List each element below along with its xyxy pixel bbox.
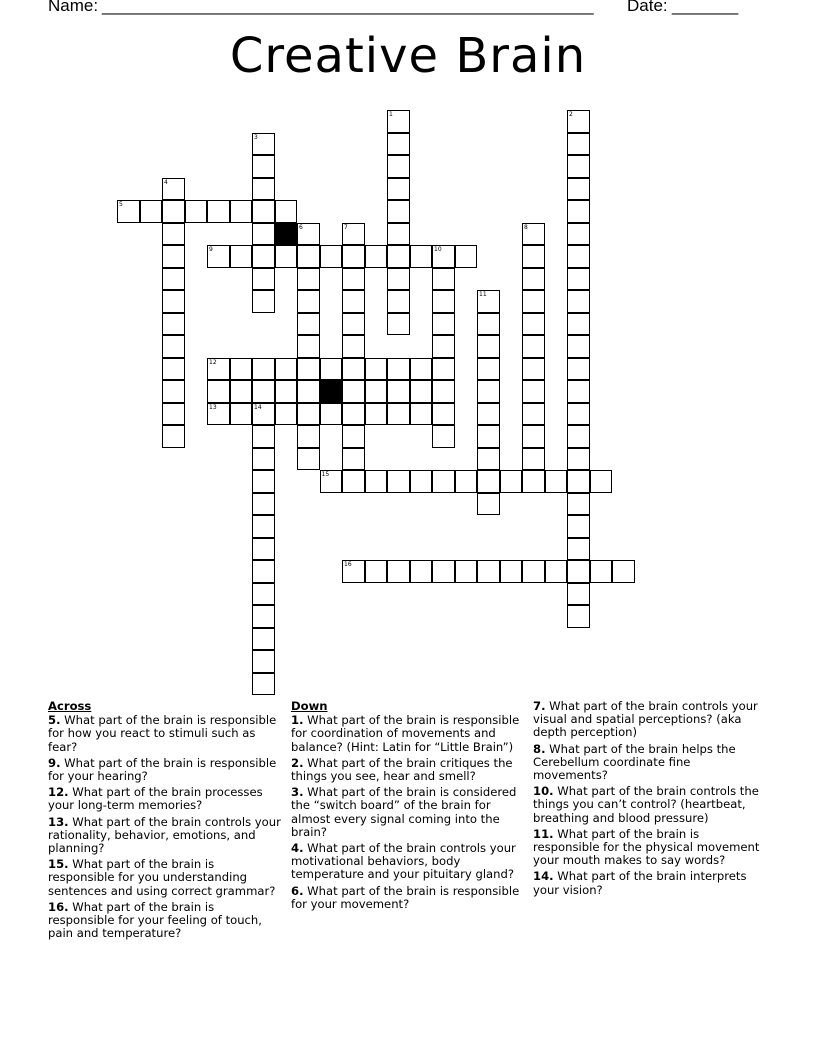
crossword-cell[interactable]	[162, 403, 185, 426]
crossword-cell[interactable]	[252, 448, 275, 471]
clue-number: 4	[164, 178, 168, 186]
clue-num: 14.	[533, 869, 554, 884]
crossword-cell[interactable]	[207, 358, 230, 381]
crossword-cell[interactable]	[387, 290, 410, 313]
date-label: Date:	[627, 0, 668, 15]
crossword-cell[interactable]	[567, 380, 590, 403]
clue-num: 1.	[291, 713, 304, 728]
clue-text: What part of the brain controls your motivational behaviors, body temperature and your pituitary gland?	[291, 841, 516, 882]
clue-number: 2	[569, 111, 573, 118]
crossword-cell[interactable]	[320, 245, 343, 268]
crossword-cell[interactable]	[522, 380, 545, 403]
crossword-cell[interactable]	[567, 560, 590, 583]
crossword-cell[interactable]	[522, 448, 545, 471]
crossword-cell[interactable]	[252, 605, 275, 628]
crossword-cell[interactable]	[252, 425, 275, 448]
crossword-cell[interactable]	[365, 560, 388, 583]
across-clues	[48, 700, 284, 943]
crossword-cell[interactable]	[432, 403, 455, 426]
down-list	[291, 714, 527, 911]
clue-text: What part of the brain critiques the things you see, hear and smell?	[291, 755, 513, 784]
crossword-cell[interactable]	[567, 538, 590, 561]
crossword-cell[interactable]	[432, 268, 455, 291]
clue-num: 10.	[533, 784, 554, 799]
crossword-cell[interactable]	[252, 515, 275, 538]
crossword-cell[interactable]	[477, 290, 500, 313]
clue-text: What part of the brain is considered the “switch board” of the brain for almost every signal coming into the brain?	[291, 785, 517, 839]
crossword-cell[interactable]	[342, 358, 365, 381]
crossword-cell[interactable]	[230, 358, 253, 381]
crossword-cell[interactable]	[387, 178, 410, 201]
crossword-cell[interactable]	[365, 380, 388, 403]
crossword-cell[interactable]	[162, 335, 185, 358]
crossword-cell[interactable]	[320, 358, 343, 381]
crossword-cell[interactable]	[567, 268, 590, 291]
down-clues	[291, 700, 527, 914]
clue-text: What part of the brain processes your long-term memories?	[48, 785, 263, 813]
crossword-cell[interactable]	[342, 560, 365, 583]
down-clue	[533, 785, 769, 825]
across-clue	[48, 786, 284, 812]
crossword-cell[interactable]	[410, 403, 433, 426]
crossword-cell[interactable]	[567, 133, 590, 156]
crossword-cell[interactable]	[275, 245, 298, 268]
crossword-cell[interactable]	[455, 560, 478, 583]
clue-text: What part of the brain is responsible for how you react to stimuli such as fear?	[48, 713, 277, 754]
clue-num: 16.	[48, 899, 69, 914]
crossword-cell[interactable]	[297, 290, 320, 313]
crossword-cell[interactable]	[162, 425, 185, 448]
clue-number: 10	[434, 246, 442, 253]
crossword-cell[interactable]	[365, 358, 388, 381]
crossword-cell[interactable]	[342, 313, 365, 336]
crossword-cell[interactable]	[365, 245, 388, 268]
clue-num: 13.	[48, 814, 69, 829]
crossword-cell[interactable]	[567, 313, 590, 336]
clue-text: What part of the brain is responsible for the physical movement your mouth makes to say words?	[533, 826, 760, 868]
crossword-cell[interactable]	[387, 403, 410, 426]
crossword-cell[interactable]	[387, 560, 410, 583]
crossword-cell[interactable]	[162, 223, 185, 246]
crossword-cell[interactable]	[567, 515, 590, 538]
crossword-cell[interactable]	[230, 200, 253, 223]
crossword-cell[interactable]	[500, 470, 523, 493]
crossword-cell[interactable]	[387, 380, 410, 403]
crossword-cell[interactable]	[297, 268, 320, 291]
clue-num: 15.	[48, 857, 69, 872]
crossword-cell[interactable]	[522, 245, 545, 268]
crossword-cell[interactable]	[342, 245, 365, 268]
crossword-cell[interactable]	[297, 358, 320, 381]
crossword-cell[interactable]	[230, 403, 253, 426]
crossword-cell[interactable]	[252, 538, 275, 561]
clue-num: 11.	[533, 826, 554, 841]
crossword-cell[interactable]	[275, 380, 298, 403]
crossword-cell[interactable]	[342, 268, 365, 291]
crossword-cell[interactable]	[567, 358, 590, 381]
clue-num: 6.	[291, 883, 304, 898]
clue-num: 5.	[48, 713, 61, 728]
crossword-cell[interactable]	[432, 425, 455, 448]
crossword-cell[interactable]	[522, 290, 545, 313]
clue-number: 8	[524, 223, 528, 231]
name-date-line	[48, 0, 768, 20]
clue-text: What part of the brain is responsible for you understanding sentences and using correct grammar?	[48, 857, 276, 898]
down-clue	[533, 700, 769, 740]
crossword-cell[interactable]	[387, 110, 410, 133]
crossword-cell[interactable]	[477, 425, 500, 448]
crossword-cell[interactable]	[320, 403, 343, 426]
down-clue	[291, 714, 527, 754]
crossword-cell[interactable]	[545, 470, 568, 493]
crossword-cell[interactable]	[162, 178, 185, 201]
clue-text: What part of the brain is responsible for coordination of movements and balance? (Hint: Latin for “Little Brain”)	[291, 713, 520, 754]
crossword-cell[interactable]	[410, 380, 433, 403]
crossword-cell[interactable]	[567, 425, 590, 448]
clue-num: 8.	[533, 741, 546, 756]
crossword-cell[interactable]	[477, 380, 500, 403]
across-heading: Across	[48, 699, 92, 713]
crossword-cell[interactable]	[432, 335, 455, 358]
crossword-cell[interactable]	[297, 425, 320, 448]
crossword-cell[interactable]	[590, 560, 613, 583]
crossword-cell[interactable]	[477, 403, 500, 426]
crossword-cell[interactable]	[252, 200, 275, 223]
crossword-cell[interactable]	[432, 313, 455, 336]
crossword-block	[320, 380, 343, 403]
crossword-cell[interactable]	[275, 358, 298, 381]
name-blank[interactable]: ____________________________________________________	[102, 0, 594, 15]
crossword-cell[interactable]	[567, 110, 590, 133]
crossword-cell[interactable]	[387, 470, 410, 493]
clue-num: 3.	[291, 785, 304, 800]
crossword-cell[interactable]	[252, 133, 275, 156]
crossword-cell[interactable]	[342, 403, 365, 426]
crossword-cell[interactable]	[432, 245, 455, 268]
clue-num: 12.	[48, 785, 69, 800]
crossword-cell[interactable]	[320, 470, 343, 493]
crossword-cell[interactable]	[432, 380, 455, 403]
clue-text: What part of the brain controls your rationality, behavior, emotions, and planning?	[48, 814, 281, 856]
down-clue	[291, 757, 527, 783]
down-clue	[291, 786, 527, 839]
crossword-cell[interactable]	[275, 200, 298, 223]
clue-number: 15	[321, 471, 330, 478]
crossword-cell[interactable]	[252, 178, 275, 201]
crossword-cell[interactable]	[342, 448, 365, 471]
down-list-continued	[533, 700, 769, 897]
crossword-cell[interactable]	[252, 155, 275, 178]
crossword-cell[interactable]	[387, 133, 410, 156]
crossword-cell[interactable]	[567, 493, 590, 516]
crossword-cell[interactable]	[162, 200, 185, 223]
crossword-cell[interactable]	[567, 448, 590, 471]
crossword-cell[interactable]	[342, 470, 365, 493]
clue-num: 7.	[533, 699, 546, 713]
clue-text: What part of the brain interprets your vision?	[533, 869, 747, 897]
clue-number: 5	[119, 201, 123, 208]
crossword-cell[interactable]	[140, 200, 163, 223]
across-clue	[48, 901, 284, 941]
crossword-block	[275, 223, 298, 246]
crossword-cell[interactable]	[117, 200, 140, 223]
down-heading: Down	[291, 699, 328, 713]
crossword-cell[interactable]	[567, 245, 590, 268]
crossword-cell[interactable]	[612, 560, 635, 583]
crossword-cell[interactable]	[252, 560, 275, 583]
crossword-cell[interactable]	[162, 290, 185, 313]
date-blank[interactable]: _______	[672, 0, 739, 15]
crossword-cell[interactable]	[590, 470, 613, 493]
clue-text: What part of the brain is responsible for your hearing?	[48, 755, 277, 784]
crossword-cell[interactable]	[297, 313, 320, 336]
crossword-cell[interactable]	[162, 268, 185, 291]
across-list	[48, 714, 284, 940]
crossword-cell[interactable]	[522, 335, 545, 358]
crossword-cell[interactable]	[387, 200, 410, 223]
crossword-cell[interactable]	[522, 403, 545, 426]
crossword-cell[interactable]	[252, 380, 275, 403]
clue-text: What part of the brain controls your visual and spatial perceptions? (aka depth perception)	[533, 699, 758, 740]
crossword-cell[interactable]	[477, 560, 500, 583]
crossword-cell[interactable]	[567, 403, 590, 426]
crossword-cell[interactable]	[252, 650, 275, 673]
crossword-cell[interactable]	[522, 560, 545, 583]
across-clue	[48, 714, 284, 754]
crossword-cell[interactable]	[342, 425, 365, 448]
crossword-cell[interactable]	[387, 223, 410, 246]
crossword-cell[interactable]	[545, 560, 568, 583]
crossword-cell[interactable]	[230, 380, 253, 403]
crossword-cell[interactable]	[297, 335, 320, 358]
crossword-cell[interactable]	[432, 560, 455, 583]
crossword-cell[interactable]	[207, 200, 230, 223]
crossword-cell[interactable]	[297, 448, 320, 471]
page-title: Creative Brain	[229, 28, 587, 84]
crossword-cell[interactable]	[252, 245, 275, 268]
crossword-cell[interactable]	[162, 380, 185, 403]
crossword-cell[interactable]	[455, 470, 478, 493]
crossword-cell[interactable]	[477, 448, 500, 471]
crossword-cell[interactable]	[567, 200, 590, 223]
clue-num: 4.	[291, 841, 304, 856]
crossword-cell[interactable]	[567, 605, 590, 628]
crossword-cell[interactable]	[252, 358, 275, 381]
down-clue	[533, 870, 769, 896]
crossword-cell[interactable]	[387, 245, 410, 268]
crossword-cell[interactable]	[477, 335, 500, 358]
crossword-cell[interactable]	[522, 223, 545, 246]
crossword-cell[interactable]	[297, 380, 320, 403]
crossword-cell[interactable]	[432, 470, 455, 493]
crossword-cell[interactable]	[162, 313, 185, 336]
crossword-cell[interactable]	[252, 493, 275, 516]
crossword-cell[interactable]	[567, 223, 590, 246]
clue-number: 16	[344, 561, 352, 568]
crossword-cell[interactable]	[387, 313, 410, 336]
crossword-cell[interactable]	[387, 268, 410, 291]
clue-number: 11	[479, 291, 487, 298]
name-label: Name:	[48, 0, 99, 15]
crossword-cell[interactable]	[522, 313, 545, 336]
clue-text: What part of the brain is responsible for your movement?	[291, 883, 520, 911]
down-clue	[533, 828, 769, 868]
across-clue	[48, 816, 284, 856]
crossword-cell[interactable]	[567, 155, 590, 178]
crossword-cell[interactable]	[477, 358, 500, 381]
crossword-cell[interactable]	[500, 560, 523, 583]
crossword-cell[interactable]	[567, 583, 590, 606]
crossword-cell[interactable]	[207, 380, 230, 403]
clue-num: 9.	[48, 755, 61, 770]
crossword-cell[interactable]	[455, 245, 478, 268]
crossword-cell[interactable]	[567, 290, 590, 313]
crossword-cell[interactable]	[252, 673, 275, 696]
down-clues-continued	[533, 700, 769, 900]
crossword-cell[interactable]	[522, 425, 545, 448]
clue-number: 14	[254, 403, 262, 411]
across-clue	[48, 858, 284, 898]
clue-number: 9	[209, 246, 213, 253]
crossword-cell[interactable]	[365, 470, 388, 493]
crossword-cell[interactable]	[185, 200, 208, 223]
clue-text: What part of the brain controls the things you can’t control? (heartbeat, breathing and blood pressure)	[533, 784, 759, 825]
clue-num: 2.	[291, 755, 304, 770]
crossword-cell[interactable]	[275, 403, 298, 426]
crossword-cell[interactable]	[432, 290, 455, 313]
crossword-cell[interactable]	[297, 223, 320, 246]
crossword-cell[interactable]	[230, 245, 253, 268]
crossword-cell[interactable]	[297, 403, 320, 426]
crossword-cell[interactable]	[567, 335, 590, 358]
crossword-cell[interactable]	[387, 358, 410, 381]
crossword-cell[interactable]	[252, 403, 275, 426]
down-clue	[291, 885, 527, 911]
across-clue	[48, 757, 284, 783]
crossword-cell[interactable]	[342, 335, 365, 358]
clue-number: 13	[209, 403, 217, 411]
crossword-cell[interactable]	[477, 470, 500, 493]
crossword-cell[interactable]	[410, 358, 433, 381]
crossword-cell[interactable]	[522, 268, 545, 291]
clue-text: What part of the brain helps the Cerebellum coordinate fine movements?	[533, 741, 736, 783]
crossword-cell[interactable]	[477, 493, 500, 516]
crossword-cell[interactable]	[252, 583, 275, 606]
crossword-cell[interactable]	[477, 313, 500, 336]
crossword-cell[interactable]	[410, 470, 433, 493]
crossword-cell[interactable]	[162, 358, 185, 381]
crossword-cell[interactable]	[252, 470, 275, 493]
crossword-cell[interactable]	[567, 178, 590, 201]
crossword-cell[interactable]	[207, 403, 230, 426]
crossword-cell[interactable]	[297, 245, 320, 268]
clue-text: What part of the brain is responsible for your feeling of touch, pain and temperature?	[48, 899, 262, 941]
clue-number: 1	[389, 111, 393, 118]
crossword-cell[interactable]	[522, 358, 545, 381]
crossword-cell[interactable]	[365, 403, 388, 426]
crossword-cell[interactable]	[162, 245, 185, 268]
crossword-cell[interactable]	[410, 560, 433, 583]
crossword-cell[interactable]	[387, 155, 410, 178]
down-clue	[533, 743, 769, 783]
crossword-cell[interactable]	[567, 470, 590, 493]
crossword-cell[interactable]	[252, 268, 275, 291]
down-clue	[291, 842, 527, 882]
crossword-cell[interactable]	[432, 358, 455, 381]
crossword-cell[interactable]	[252, 628, 275, 651]
crossword-cell[interactable]	[342, 380, 365, 403]
crossword-cell[interactable]	[252, 223, 275, 246]
crossword-cell[interactable]	[410, 245, 433, 268]
clue-number: 6	[299, 223, 303, 231]
crossword-cell[interactable]	[207, 245, 230, 268]
crossword-cell[interactable]	[342, 223, 365, 246]
crossword-cell[interactable]	[342, 290, 365, 313]
crossword-cell[interactable]	[522, 470, 545, 493]
clue-number: 7	[344, 223, 348, 231]
clue-number: 12	[209, 358, 217, 366]
clue-number: 3	[254, 133, 258, 141]
crossword-cell[interactable]	[252, 290, 275, 313]
